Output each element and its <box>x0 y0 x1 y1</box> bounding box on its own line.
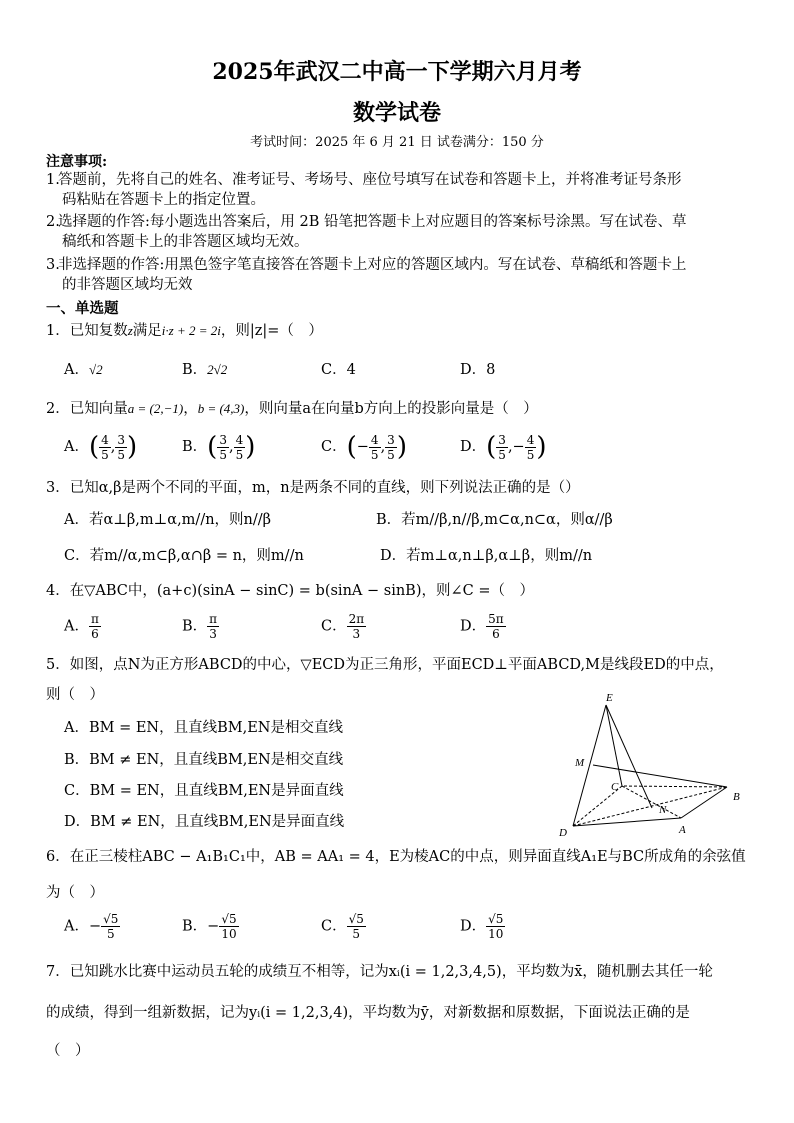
math-expr: b = (4,3) <box>197 401 245 416</box>
option-a[interactable]: A．BM = EN，且直线BM,EN是相交直线 <box>64 720 343 736</box>
note-line: 选择题的作答:每小题选出答案后，用 2B 铅笔把答题卡上对应题目的答案标号涂黑。写在试卷、草 <box>58 214 687 230</box>
q2-options <box>64 432 764 472</box>
question-text: ，则|z|=（ ） <box>220 323 323 339</box>
option-a[interactable]: A． $\frac{\pi}{6}$ <box>64 612 99 641</box>
edge-EC <box>606 705 622 786</box>
note-line: 的非答题区域均无效 <box>62 277 193 293</box>
question-7-line2: 的成绩，得到一组新数据，记为yᵢ(i = 1,2,3,4)，平均数为ȳ，对新数据和原数据，下面说法正确的是 <box>46 1005 690 1021</box>
option-a[interactable]: A．( $\frac{4}{5}$ , $\frac{3}{5}$ ) <box>64 432 138 462</box>
note-item <box>46 170 758 210</box>
label-M: M <box>575 757 585 769</box>
option-a[interactable]: A．− $\frac{√5}{5}$ <box>64 912 119 941</box>
option-c[interactable]: C．(− $\frac{4}{5}$ , $\frac{3}{5}$ ) <box>321 432 407 462</box>
option-c[interactable]: C．4 <box>321 362 356 378</box>
geometry-figure <box>555 688 755 840</box>
math-expr: a = (2,−1) <box>127 401 184 416</box>
question-6: 6．在正三棱柱ABC − A₁B₁C₁中，AB = AA₁ = 4，E为棱AC的中点，则异面直线A₁E与BC所成角的余弦值 <box>46 849 746 865</box>
option-b[interactable]: B．BM ≠ EN，且直线BM,EN是相交直线 <box>64 752 344 768</box>
question-text: 满足 <box>132 323 162 339</box>
note-line: 码粘贴在答题卡上的指定位置。 <box>62 192 265 208</box>
option-b[interactable]: B． $\frac{\pi}{3}$ <box>182 612 218 641</box>
note-number: 1. <box>46 172 60 188</box>
option-d[interactable]: D．BM ≠ EN，且直线BM,EN是异面直线 <box>64 814 345 830</box>
diag-CA <box>622 786 681 818</box>
option-c[interactable]: C． $\frac{√5}{5}$ <box>321 912 364 941</box>
edge-BC <box>622 786 727 787</box>
option-d[interactable]: D．( $\frac{3}{5}$ ,− $\frac{4}{5}$ ) <box>460 432 547 462</box>
question-6-line2: 为（ ） <box>46 885 104 901</box>
option-c[interactable]: C． $\frac{2\pi}{3}$ <box>321 612 365 641</box>
math-var: z <box>127 323 133 338</box>
edge-AB <box>681 787 727 818</box>
question-7-line3: （ ） <box>46 1043 90 1059</box>
exam-title: 2025年武汉二中高一下学期六月月考 <box>212 59 582 85</box>
option-b[interactable]: B．− $\frac{√5}{10}$ <box>182 912 237 941</box>
option-d[interactable]: D．8 <box>460 362 496 378</box>
note-line: 答题前，先将自己的姓名、准考证号、考场号、座位号填写在试卷和答题卡上，并将准考证号条形 <box>58 172 682 188</box>
option-d[interactable]: D． $\frac{√5}{10}$ <box>460 912 504 941</box>
question-3: 3．已知α,β是两个不同的平面，m，n是两条不同的直线，则下列说法正确的是（） <box>46 480 580 496</box>
label-N: N <box>659 804 667 816</box>
question-number: 1． <box>46 323 70 339</box>
option-c[interactable]: C．若m//α,m⊂β,α∩β = n，则m//n <box>64 548 304 564</box>
option-d[interactable]: D． $\frac{5\pi}{6}$ <box>460 612 504 641</box>
label-B: B <box>733 791 740 803</box>
label-C: C <box>611 781 619 793</box>
question-text: 已知复数 <box>69 323 128 339</box>
option-c[interactable]: C．BM = EN，且直线BM,EN是异面直线 <box>64 783 344 799</box>
note-item <box>46 255 758 295</box>
exam-subtitle: 数学试卷 <box>352 100 441 126</box>
question-7: 7．已知跳水比赛中运动员五轮的成绩互不相等，记为xᵢ(i = 1,2,3,4,5)，平均数为x̄，随机删去其任一轮 <box>46 964 713 980</box>
option-b[interactable]: B．( $\frac{3}{5}$ , $\frac{4}{5}$ ) <box>182 432 256 462</box>
question-2: 2．已知向量a = (2,−1)，b = (4,3)，则向量a在向量b方向上的投影向量是（ ） <box>46 401 538 417</box>
section-heading: 一、单选题 <box>46 300 119 317</box>
option-a[interactable]: A．若α⊥β,m⊥α,m//n，则n//β <box>64 512 272 528</box>
question-4: 4．在▽ABC中，(a+c)(sinA − sinC) = b(sinA − sinB)，则∠C =（ ） <box>46 583 534 599</box>
label-D: D <box>559 827 567 839</box>
exam-info: 考试时间：2025 年 6 月 21 日 试卷满分：150 分 <box>250 135 544 150</box>
note-number: 3. <box>46 257 60 273</box>
question-5: 5．如图，点N为正方形ABCD的中心，▽ECD为正三角形，平面ECD⊥平面ABCD,M是线段ED的中点， <box>46 657 724 673</box>
option-d[interactable]: D．若m⊥α,n⊥β,α⊥β，则m//n <box>380 548 593 564</box>
note-number: 2. <box>46 214 60 230</box>
option-a[interactable]: A．√2 <box>64 362 103 378</box>
note-line: 非选择题的作答:用黑色签字笔直接答在答题卡上对应的答题区域内。写在试卷、草稿纸和答题卡上 <box>58 257 687 273</box>
notes-heading: 注意事项: <box>46 154 108 170</box>
label-A: A <box>679 824 686 836</box>
math-expr: i·z + 2 = 2i <box>161 323 221 338</box>
question-1 <box>46 320 761 342</box>
label-E: E <box>606 692 613 704</box>
question-5-line2: 则（ ） <box>46 687 104 703</box>
option-b[interactable]: B．2√2 <box>182 362 228 378</box>
note-item <box>46 212 758 252</box>
note-line: 稿纸和答题卡上的非答题区域均无效。 <box>62 234 309 250</box>
option-b[interactable]: B．若m//β,n//β,m⊂α,n⊂α，则α//β <box>376 512 613 528</box>
